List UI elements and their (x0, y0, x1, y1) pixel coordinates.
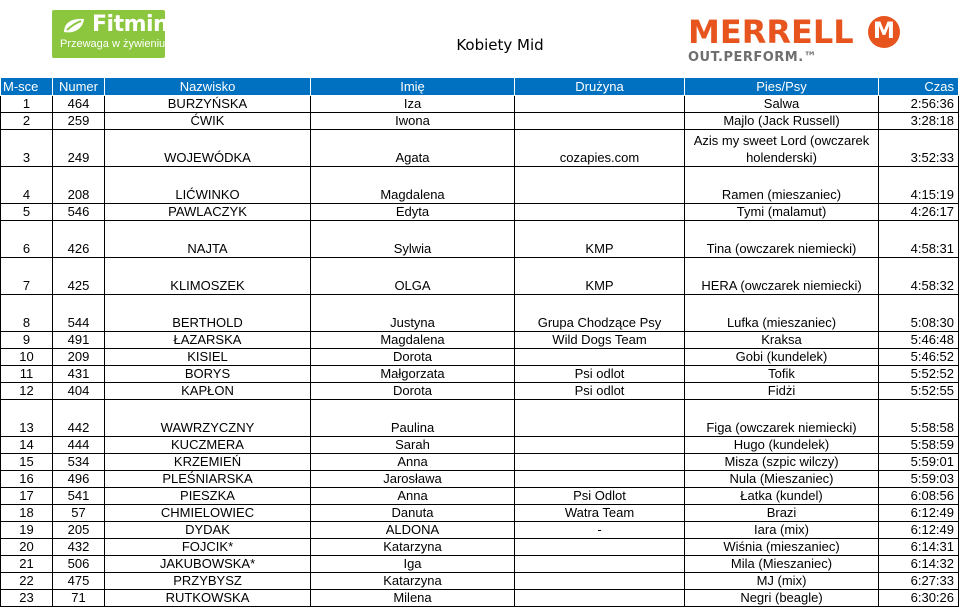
team-cell: Wild Dogs Team (515, 332, 685, 349)
dog-cell: Mila (Mieszaniec) (685, 556, 879, 573)
team-cell: Psi odlot (515, 383, 685, 400)
bib-number-cell: 432 (53, 539, 105, 556)
team-cell: KMP (515, 221, 685, 258)
table-row (1, 96, 959, 113)
place-cell: 18 (1, 505, 53, 522)
time-cell: 6:14:32 (879, 556, 959, 573)
team-cell: Watra Team (515, 505, 685, 522)
dog-cell: HERA (owczarek niemiecki) (685, 258, 879, 295)
dog-cell: Negri (beagle) (685, 590, 879, 607)
dog-cell: Tofik (685, 366, 879, 383)
bib-number-cell: 544 (53, 295, 105, 332)
time-cell: 6:12:49 (879, 505, 959, 522)
first-name-cell: Katarzyna (311, 573, 515, 590)
team-cell (515, 167, 685, 204)
bib-number-cell: 404 (53, 383, 105, 400)
team-cell: Psi Odlot (515, 488, 685, 505)
column-header: Numer (53, 78, 105, 96)
column-header: M-sce (1, 78, 53, 96)
bib-number-cell: 249 (53, 130, 105, 167)
merrell-logo (688, 14, 908, 66)
surname-cell: CHMIELOWIEC (105, 505, 311, 522)
surname-cell: PLEŚNIARSKA (105, 471, 311, 488)
first-name-cell: Agata (311, 130, 515, 167)
surname-cell: JAKUBOWSKA* (105, 556, 311, 573)
place-cell: 12 (1, 383, 53, 400)
team-cell (515, 590, 685, 607)
place-cell: 10 (1, 349, 53, 366)
time-cell: 6:30:26 (879, 590, 959, 607)
first-name-cell: Paulina (311, 400, 515, 437)
bib-number-cell: 57 (53, 505, 105, 522)
table-row (1, 454, 959, 471)
time-cell: 4:58:32 (879, 258, 959, 295)
first-name-cell: Dorota (311, 383, 515, 400)
first-name-cell: Justyna (311, 295, 515, 332)
dog-cell: Majlo (Jack Russell) (685, 113, 879, 130)
bib-number-cell: 464 (53, 96, 105, 113)
bib-number-cell: 208 (53, 167, 105, 204)
place-cell: 4 (1, 167, 53, 204)
dog-cell: Łatka (kundel) (685, 488, 879, 505)
time-cell: 5:58:58 (879, 400, 959, 437)
bib-number-cell: 442 (53, 400, 105, 437)
first-name-cell: Anna (311, 488, 515, 505)
table-row (1, 349, 959, 366)
first-name-cell: Milena (311, 590, 515, 607)
first-name-cell: Iza (311, 96, 515, 113)
dog-cell: Kraksa (685, 332, 879, 349)
table-row (1, 258, 959, 295)
dog-cell: Brazi (685, 505, 879, 522)
team-cell (515, 454, 685, 471)
surname-cell: DYDAK (105, 522, 311, 539)
place-cell: 1 (1, 96, 53, 113)
first-name-cell: Iga (311, 556, 515, 573)
surname-cell: BERTHOLD (105, 295, 311, 332)
dog-cell: Gobi (kundelek) (685, 349, 879, 366)
surname-cell: WOJEWÓDKA (105, 130, 311, 167)
dog-cell: Lufka (mieszaniec) (685, 295, 879, 332)
table-row (1, 488, 959, 505)
first-name-cell: Magdalena (311, 167, 515, 204)
team-cell: KMP (515, 258, 685, 295)
place-cell: 15 (1, 454, 53, 471)
place-cell: 9 (1, 332, 53, 349)
table-row (1, 471, 959, 488)
first-name-cell: Katarzyna (311, 539, 515, 556)
place-cell: 2 (1, 113, 53, 130)
table-row (1, 295, 959, 332)
place-cell: 5 (1, 204, 53, 221)
bib-number-cell: 475 (53, 573, 105, 590)
table-row (1, 332, 959, 349)
team-cell: cozapies.com (515, 130, 685, 167)
time-cell: 5:46:48 (879, 332, 959, 349)
page-header (0, 0, 960, 76)
surname-cell: RUTKOWSKA (105, 590, 311, 607)
time-cell: 5:59:03 (879, 471, 959, 488)
surname-cell: NAJTA (105, 221, 311, 258)
first-name-cell: Małgorzata (311, 366, 515, 383)
time-cell: 5:52:52 (879, 366, 959, 383)
bib-number-cell: 71 (53, 590, 105, 607)
dog-cell: Salwa (685, 96, 879, 113)
column-header: Czas (879, 78, 959, 96)
time-cell: 3:52:33 (879, 130, 959, 167)
bib-number-cell: 259 (53, 113, 105, 130)
table-row (1, 505, 959, 522)
team-cell (515, 471, 685, 488)
team-cell (515, 113, 685, 130)
bib-number-cell: 425 (53, 258, 105, 295)
column-header: Imię (311, 78, 515, 96)
team-cell: Grupa Chodzące Psy (515, 295, 685, 332)
merrell-brand-text: MERRELL (688, 13, 854, 51)
dog-cell: Tymi (malamut) (685, 204, 879, 221)
merrell-m-icon: M (868, 16, 900, 48)
table-row (1, 539, 959, 556)
table-row (1, 590, 959, 607)
first-name-cell: Sylwia (311, 221, 515, 258)
table-row (1, 221, 959, 258)
place-cell: 7 (1, 258, 53, 295)
surname-cell: PRZYBYSZ (105, 573, 311, 590)
place-cell: 6 (1, 221, 53, 258)
surname-cell: KRZEMIEŃ (105, 454, 311, 471)
place-cell: 16 (1, 471, 53, 488)
bib-number-cell: 506 (53, 556, 105, 573)
table-row (1, 522, 959, 539)
surname-cell: PAWLACZYK (105, 204, 311, 221)
place-cell: 3 (1, 130, 53, 167)
team-cell (515, 539, 685, 556)
surname-cell: KLIMOSZEK (105, 258, 311, 295)
dog-cell: Misza (szpic wilczy) (685, 454, 879, 471)
first-name-cell: Anna (311, 454, 515, 471)
place-cell: 11 (1, 366, 53, 383)
results-table (0, 77, 959, 607)
table-row (1, 167, 959, 204)
table-row (1, 573, 959, 590)
fitmin-tagline: Przewaga w żywieniu (60, 38, 166, 50)
team-cell: Psi odlot (515, 366, 685, 383)
place-cell: 13 (1, 400, 53, 437)
fitmin-brand-text: Fitmin (92, 12, 169, 37)
bib-number-cell: 205 (53, 522, 105, 539)
table-row (1, 130, 959, 167)
dog-cell: Hugo (kundelek) (685, 437, 879, 454)
place-cell: 14 (1, 437, 53, 454)
bib-number-cell: 426 (53, 221, 105, 258)
table-row (1, 400, 959, 437)
table-row (1, 383, 959, 400)
merrell-tagline: OUT.PERFORM.™ (688, 50, 818, 65)
table-row (1, 437, 959, 454)
time-cell: 3:28:18 (879, 113, 959, 130)
time-cell: 6:12:49 (879, 522, 959, 539)
fitmin-logo (52, 10, 169, 58)
time-cell: 4:15:19 (879, 167, 959, 204)
team-cell (515, 556, 685, 573)
team-cell (515, 96, 685, 113)
page-title: Kobiety Mid (456, 36, 544, 54)
table-row (1, 366, 959, 383)
dog-cell: Nula (Mieszaniec) (685, 471, 879, 488)
bib-number-cell: 491 (53, 332, 105, 349)
time-cell: 2:56:36 (879, 96, 959, 113)
place-cell: 19 (1, 522, 53, 539)
first-name-cell: Sarah (311, 437, 515, 454)
bib-number-cell: 444 (53, 437, 105, 454)
first-name-cell: Dorota (311, 349, 515, 366)
time-cell: 6:08:56 (879, 488, 959, 505)
surname-cell: WAWRZYCZNY (105, 400, 311, 437)
place-cell: 20 (1, 539, 53, 556)
first-name-cell: Jarosława (311, 471, 515, 488)
first-name-cell: Magdalena (311, 332, 515, 349)
time-cell: 5:59:01 (879, 454, 959, 471)
surname-cell: BORYS (105, 366, 311, 383)
bib-number-cell: 541 (53, 488, 105, 505)
dog-cell: Tina (owczarek niemiecki) (685, 221, 879, 258)
surname-cell: KUCZMERA (105, 437, 311, 454)
table-header-row (1, 78, 959, 96)
dog-cell: Iara (mix) (685, 522, 879, 539)
bib-number-cell: 534 (53, 454, 105, 471)
surname-cell: LIĆWINKO (105, 167, 311, 204)
time-cell: 4:58:31 (879, 221, 959, 258)
bib-number-cell: 431 (53, 366, 105, 383)
dog-cell: Wiśnia (mieszaniec) (685, 539, 879, 556)
time-cell: 5:46:52 (879, 349, 959, 366)
first-name-cell: Danuta (311, 505, 515, 522)
place-cell: 21 (1, 556, 53, 573)
surname-cell: ĆWIK (105, 113, 311, 130)
surname-cell: KAPŁON (105, 383, 311, 400)
time-cell: 6:14:31 (879, 539, 959, 556)
surname-cell: BURZYŃSKA (105, 96, 311, 113)
column-header: Drużyna (515, 78, 685, 96)
time-cell: 5:52:55 (879, 383, 959, 400)
surname-cell: ŁAZARSKA (105, 332, 311, 349)
team-cell (515, 349, 685, 366)
team-cell (515, 437, 685, 454)
team-cell (515, 400, 685, 437)
time-cell: 5:58:59 (879, 437, 959, 454)
surname-cell: KISIEL (105, 349, 311, 366)
bib-number-cell: 546 (53, 204, 105, 221)
time-cell: 6:27:33 (879, 573, 959, 590)
column-header: Nazwisko (105, 78, 311, 96)
first-name-cell: Edyta (311, 204, 515, 221)
dog-cell: Fidżi (685, 383, 879, 400)
team-cell: - (515, 522, 685, 539)
place-cell: 23 (1, 590, 53, 607)
bib-number-cell: 496 (53, 471, 105, 488)
team-cell (515, 204, 685, 221)
team-cell (515, 573, 685, 590)
place-cell: 17 (1, 488, 53, 505)
table-row (1, 204, 959, 221)
dog-cell: Figa (owczarek niemiecki) (685, 400, 879, 437)
place-cell: 22 (1, 573, 53, 590)
place-cell: 8 (1, 295, 53, 332)
bib-number-cell: 209 (53, 349, 105, 366)
first-name-cell: ALDONA (311, 522, 515, 539)
time-cell: 5:08:30 (879, 295, 959, 332)
dog-cell: Azis my sweet Lord (owczarek holenderski) (685, 130, 879, 167)
fitmin-leaf-icon (61, 16, 87, 36)
table-row (1, 113, 959, 130)
column-header: Pies/Psy (685, 78, 879, 96)
dog-cell: MJ (mix) (685, 573, 879, 590)
surname-cell: FOJCIK* (105, 539, 311, 556)
first-name-cell: OLGA (311, 258, 515, 295)
time-cell: 4:26:17 (879, 204, 959, 221)
table-row (1, 556, 959, 573)
first-name-cell: Iwona (311, 113, 515, 130)
surname-cell: PIESZKA (105, 488, 311, 505)
dog-cell: Ramen (mieszaniec) (685, 167, 879, 204)
